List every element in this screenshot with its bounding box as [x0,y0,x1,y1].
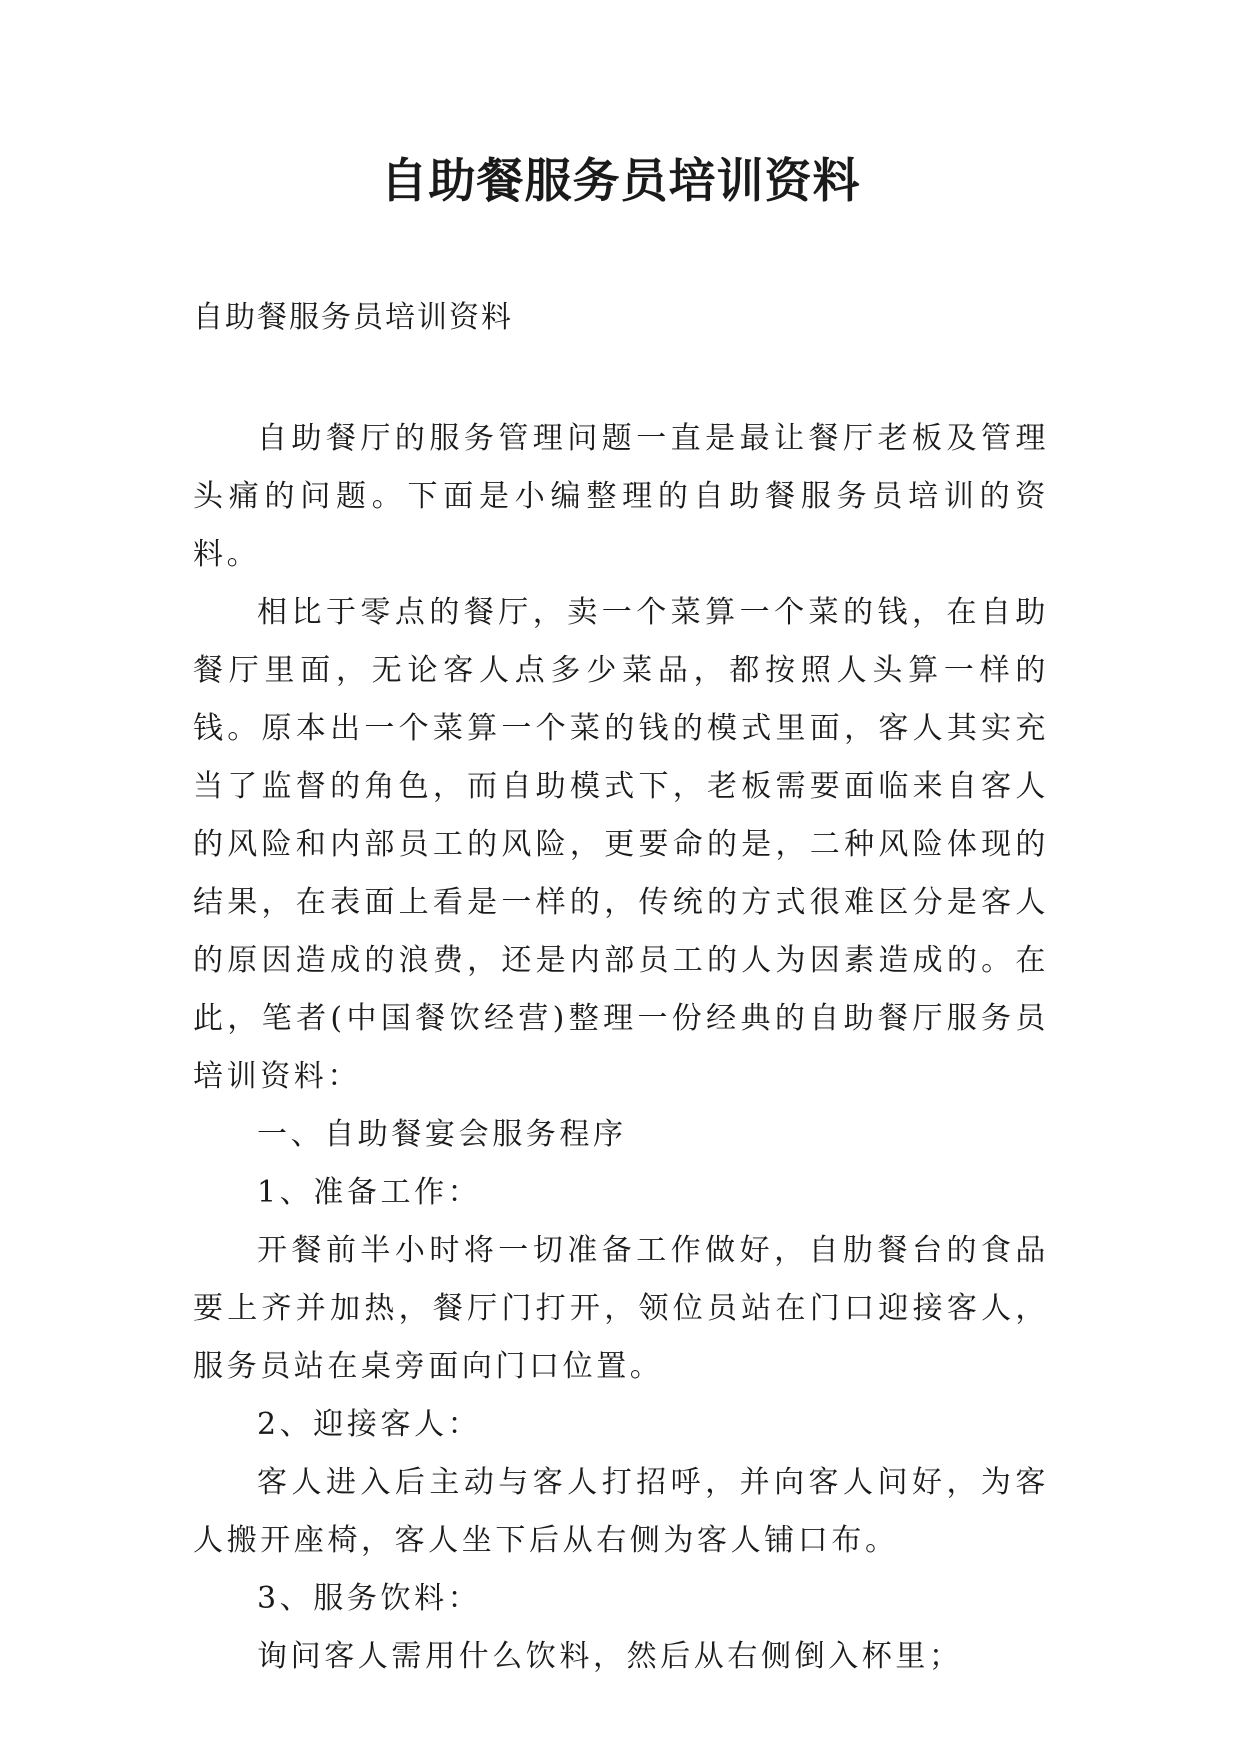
paragraph-beverage: 询问客人需用什么饮料，然后从右侧倒入杯里； [257,1639,963,1674]
paragraph-preparation: 开餐前半小时将一切准备工作做好，自肋餐台的食品要上齐并加热，餐厅门打开，领位员站在门口迎接客人，服务员站在桌旁面向门口位置。 [193,1233,1049,1384]
document-subtitle: 自助餐服务员培训资料 [193,300,513,335]
step-heading-beverage: 3、服务饮料： [257,1581,482,1616]
step-heading-greeting: 2、迎接客人： [257,1407,482,1442]
paragraph-comparison: 相比于零点的餐厅，卖一个菜算一个菜的钱，在自助餐厅里面，无论客人点多少菜品，都按照人头算一样的钱。原本出一个菜算一个菜的钱的模式里面，客人其实充当了监督的角色，而自助模式下，老板需要面临来自客人的风险和内部员工的风险，更要命的是，二种风险体现的结果，在表面上看是一样的，传统的方式很难区分是客人的原因造成的浪费，还是内部员工的人为因素造成的。在此，笔者(中国餐饮经营)整理一份经典的自助餐厅服务员培训资料： [193,595,1049,1094]
document-title: 自助餐服务员培训资料 [380,154,861,209]
paragraph-intro: 自助餐厅的服务管理问题一直是最让餐厅老板及管理头痛的问题。下面是小编整理的自助餐服务员培训的资料。 [193,421,1049,572]
paragraph-greeting: 客人进入后主动与客人打招呼，并向客人问好，为客人搬开座椅，客人坐下后从右侧为客人铺口布。 [193,1465,1049,1558]
document-body [193,410,1049,1686]
section-heading: 一、自助餐宴会服务程序 [257,1117,627,1152]
step-heading-preparation: 1、准备工作： [257,1175,482,1210]
